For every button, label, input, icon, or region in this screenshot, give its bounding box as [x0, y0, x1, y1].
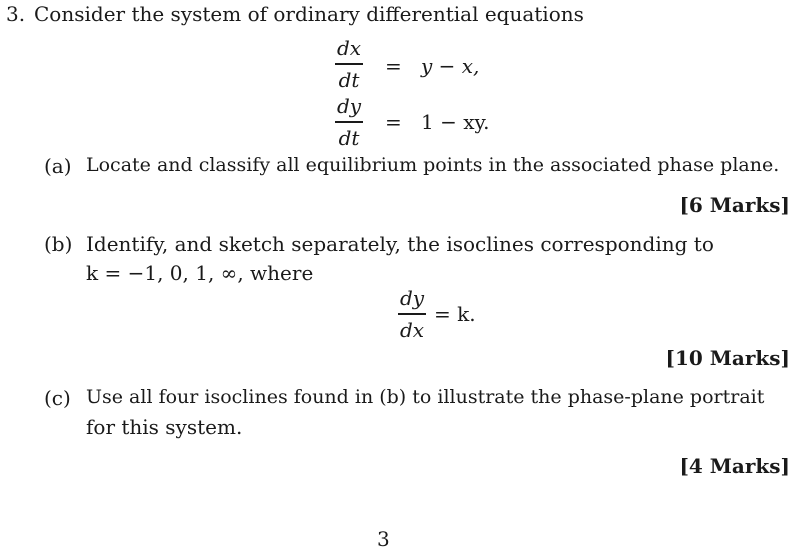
part-b-rhs: = k.	[434, 302, 476, 326]
eq2-equals: =	[385, 110, 402, 134]
eq1-numerator: dx	[337, 36, 362, 60]
eq1-denominator: dt	[338, 67, 360, 92]
eq2-denominator: dt	[338, 125, 360, 150]
part-c-label: (c)	[44, 386, 71, 410]
question-number: 3.	[6, 2, 26, 26]
part-b-numerator: dy	[400, 286, 425, 310]
part-b-label: (b)	[44, 232, 73, 256]
part-b-line2: k = −1, 0, 1, ∞, where	[86, 261, 314, 285]
part-c-marks: [4 Marks]	[679, 454, 790, 478]
part-b-marks: [10 Marks]	[665, 346, 790, 370]
eq2-rhs: 1 − xy.	[421, 110, 490, 134]
part-c-line2: for this system.	[86, 415, 243, 439]
part-b-denominator: dx	[400, 317, 425, 342]
eq2-derivative	[335, 96, 363, 148]
part-a-marks: [6 Marks]	[679, 193, 790, 217]
eq1-rhs: y − x,	[421, 54, 480, 78]
eq1-derivative	[335, 38, 363, 90]
part-a-text: Locate and classify all equilibrium points in the associated phase plane.	[86, 154, 780, 176]
part-a-label: (a)	[44, 154, 72, 178]
eq2-numerator: dy	[337, 94, 362, 118]
eq1-equals: =	[385, 54, 402, 78]
part-c-line1: Use all four isoclines found in (b) to illustrate the phase-plane portrait	[86, 386, 765, 408]
question-intro: Consider the system of ordinary differential equations	[34, 2, 584, 26]
part-b-line1: Identify, and sketch separately, the isoclines corresponding to	[86, 232, 714, 256]
page-number: 3	[377, 527, 390, 551]
part-b-derivative	[398, 288, 426, 340]
